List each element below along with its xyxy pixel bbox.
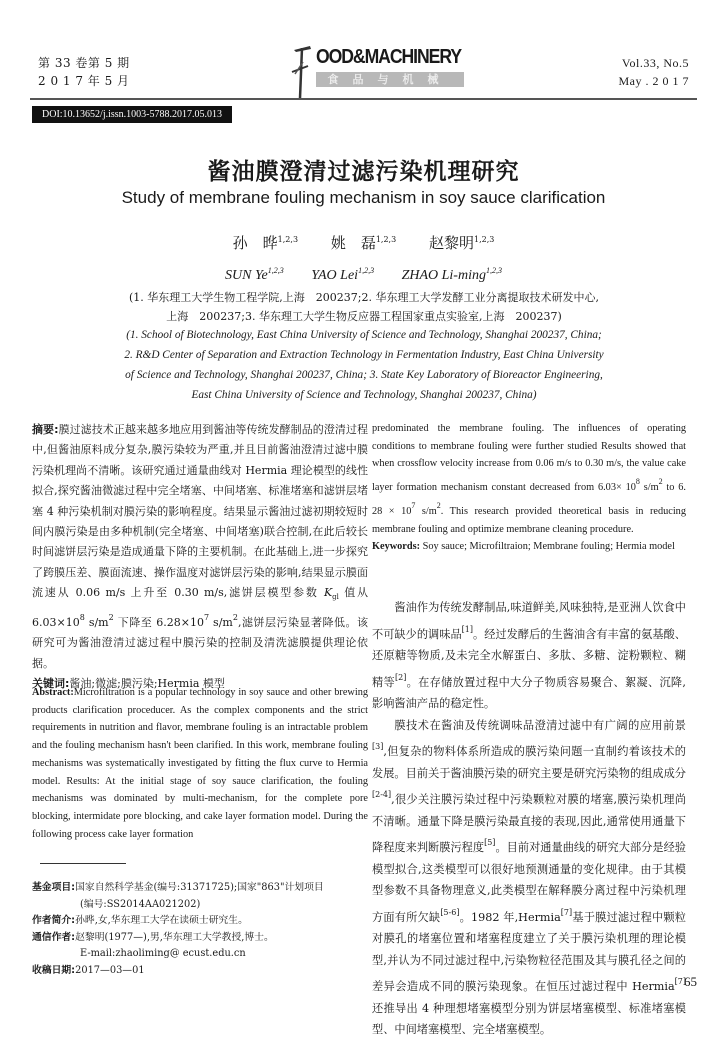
abstract-en-part2: predominated the membrane fouling. The influences of operating conditions to membrane fouling were further studied Results showed that when crossflow velocity increase from 0.06 m/s to 0.30 m/s, the value cake layer formation mechanism constant decreased from $6.03\times 10^8$ $s/m^2$ to 6. $28 \times 10^7$ $s/m^2$. This research provided theoretical basis in reducing membrane fouling and optimize membrane cleaning procedure. Keywords: Soy sauce; Microfiltraion; Membrane fouling; Hermia model — [372, 420, 686, 556]
author-cn: 孙 晔$^{1,2,3}$ — [232, 234, 299, 252]
abstract-en-part1: Abstract:Microfiltration is a popular technology in soy sauce and other brewing products clarification proceducer. As the complex components and the strict requirements in nutrition and flavor, membrane fouling is an intractable problem and the fouling mechanism hasn't been clarified. In this work, membrane fouling mechanisms was systematically investigated by fitting the flux curve to Hermia model. Results: At the initial stage of soy sauce clarification, the fouling mechanisms was dominated by multi-mechanism, for the complete pore blocking, intermidate pore blocking, and cake layer formation model. During the following process cake layer formation — [32, 687, 368, 840]
date-cn: 2 0 1 7 年 5 月 — [38, 74, 130, 88]
volume-cn: 第 33 卷第 5 期 — [38, 56, 130, 70]
affiliation-en-line: (1. School of Biotechnology, East China University of Science and Technology, Shanghai 200237, China; — [126, 329, 602, 341]
citation-link[interactable]: [7] — [674, 977, 686, 986]
citation-link[interactable]: [5-6] — [440, 907, 460, 917]
page-number: 65 — [684, 974, 697, 989]
citation-link[interactable]: [7] — [560, 907, 573, 917]
author-en: SUN Ye$^{1,2,3}$ — [225, 266, 284, 283]
author-en: ZHAO Li-ming$^{1,2,3}$ — [401, 266, 502, 283]
footnote-rule — [40, 863, 126, 864]
citation-link[interactable]: [2-4] — [372, 790, 392, 799]
logo-subtitle: 食品与机械 — [316, 72, 464, 87]
affiliation-cn-line: (1. 华东理工大学生物工程学院,上海 200237;2. 华东理工大学发酵工业分离提取技术研发中心, — [129, 291, 599, 304]
author-en: YAO Lei$^{1,2,3}$ — [311, 266, 375, 283]
logo-f-icon — [290, 42, 314, 98]
title-cn: 酱油膜澄清过滤污染机理研究 — [207, 159, 520, 185]
citation-link[interactable]: [1] — [461, 624, 474, 634]
journal-logo — [290, 42, 480, 98]
footnote-fund: 基金项目: 国家自然科学基金(编号:31371725);国家"863"计划项目 — [32, 882, 324, 893]
title-en: Study of membrane fouling mechanism in soy sauce clarification — [121, 188, 606, 207]
keywords-cn-label: 关键词: — [32, 677, 70, 691]
affiliation-en-line: East China University of Science and Technology, Shanghai 200237, China) — [191, 389, 537, 401]
affiliation-cn-line: 上海 200237;3. 华东理工大学生物反应器工程国家重点实验室,上海 200237) — [166, 310, 562, 323]
date-en: May . 2 0 1 7 — [618, 74, 689, 88]
footnote-corresponding: 通信作者: 赵黎明(1977—),男,华东理工大学教授,博士。 — [32, 931, 274, 943]
affiliation-en-line: of Science and Technology, Shanghai 200237, China; 3. State Key Laboratory of Bioreactor Engineering, — [125, 369, 603, 381]
doi-label: DOI:10.13652/j.issn.1003-5788.2017.05.013 — [32, 106, 232, 123]
volume-en: Vol.33, No.5 — [621, 56, 689, 70]
affiliation-en-line: 2. R&D Center of Separation and Extraction Technology in Fermentation Industry, East China University — [124, 349, 604, 361]
citation-link[interactable]: [3] — [372, 742, 384, 751]
body-text — [372, 597, 686, 1041]
keywords-en-label: Keywords: — [372, 541, 421, 553]
paragraph: 酱油作为传统发酵制品,味道鲜美,风味独特,是亚洲人饮食中不可缺少的调味品[1]。经过发酵后的生酱油含有丰富的氨基酸、还原糖等物质,及未完全水解蛋白、多肽、多糖、淀粉颗粒、糊精等[2]。在存储放置过程中大分子物质容易聚合、絮凝、沉降,影响酱油产品的稳定性。 — [372, 601, 686, 710]
abstract-cn-label: 摘要: — [32, 423, 59, 436]
header-rule — [30, 98, 697, 100]
abstract-en-label: Abstract: — [32, 687, 74, 698]
footnote-email[interactable]: E-mail:zhaoliming@ ecust.edu.cn — [80, 948, 246, 959]
author-cn: 赵黎明$^{1,2,3}$ — [428, 234, 495, 252]
journal-issue-en — [619, 54, 690, 90]
authors-cn — [0, 232, 727, 253]
citation-link[interactable]: [2] — [394, 672, 407, 682]
logo-text: OOD&MACHINERY — [316, 46, 462, 68]
affiliations-cn — [34, 288, 694, 326]
keywords-cn: 关键词:酱油;微滤;膜污染;Hermia 模型 — [32, 677, 225, 691]
author-cn: 姚 磊$^{1,2,3}$ — [330, 234, 397, 252]
footnote-fund-cont: (编号:SS2014AA021202) — [80, 898, 201, 910]
journal-issue-cn — [38, 54, 130, 90]
footnote-received: 收稿日期: 2017—03—01 — [32, 964, 145, 976]
paragraph: 膜技术在酱油及传统调味品澄清过滤中有广阔的应用前景[3],但复杂的物料体系所造成的膜污染问题一直制约着该技术的发展。目前关于酱油膜污染的研究主要是研究污染物的组成成分[2-4],很少关注膜污染过程中污染颗粒对膜的堵塞,膜污染机理尚不清晰。通量下降是膜污染最直接的表现,因此,通常使用通量下降程度来判断膜污程度[5]。目前对通量曲线的研究大部分是经验模型拟合,这类模型可以很好地预测通量的变化规律。由于其模型参数不具备物理意义,此类模型在解释膜分离过程中污染机理方面有所欠缺[5-6]。1982 年,Hermia[7]基于膜过滤过程中颗粒对膜孔的堵塞位置和堵塞程度建立了关于膜污染机理的理论模型,并认为不同过滤过程中,污染物粒径范围及其与膜孔径之间的差异会造成不同的膜污染现象。在恒压过滤过程中 Hermia[7]还推导出 4 种理想堵塞模型分别为饼层堵塞模型、标准堵塞模型、中间堵塞模型、完全堵塞模型。 — [372, 718, 686, 1036]
footnotes — [32, 880, 368, 979]
citation-link[interactable]: [5] — [484, 838, 496, 847]
affiliations-en — [30, 325, 698, 405]
keywords-en: Keywords: Soy sauce; Microfiltraion; Membrane fouling; Hermia model — [372, 541, 675, 553]
authors-en — [0, 266, 727, 284]
footnote-author: 作者简介: 孙晔,女,华东理工大学在读硕士研究生。 — [32, 915, 248, 926]
abstract-cn: 摘要:膜过滤技术正越来越多地应用到酱油等传统发酵制品的澄清过程中,但酱油原料成分复杂,膜污染较为严重,并且目前酱油澄清过滤中膜污染机理尚不清晰。该研究通过通量曲线对 Hermia 理论模型的线性拟合,探究酱油微滤过程中完全堵塞、中间堵塞、标准堵塞和滤饼层堵塞 4 种污染机制对膜污染的影响程度。结果显示酱油过滤初期较短时间内膜污染是由多种机制(完全堵塞、中间堵塞)联合控制,在此后较长时间滤饼层污染是造成通量下降的主要机制。在此基础上,进一步探究了跨膜压差、膜面流速、操作温度对滤饼层污染的影响,结果显示膜面流速从 0.06 m/s 上升至 0.30 m/s,滤饼层模型参数 $K_{gl}$ 值从 $6.03\times 10^8$ $s/m^2$ 下降至 $6.28\times 10^7$ $s/m^2$,滤饼层污染显著降低。该研究可为酱油澄清过滤过程中膜污染的控制及清洗滤膜提供理论依据。 关键词:酱油;微滤;膜污染;Hermia 模型 — [32, 420, 368, 694]
